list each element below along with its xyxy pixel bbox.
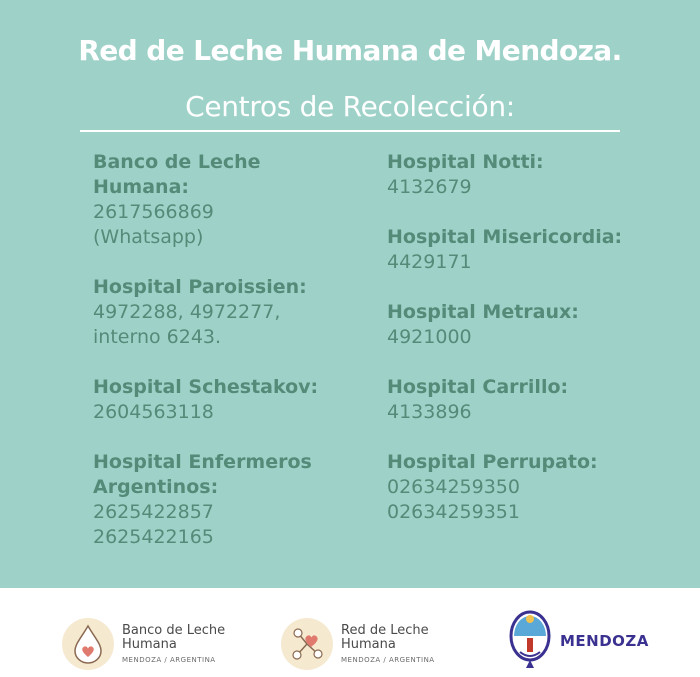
red-leche-logo xyxy=(281,618,435,670)
center-contact: 4133896 xyxy=(387,401,472,423)
logo-location: MENDOZA / ARGENTINA xyxy=(341,656,435,664)
milk-network-heart-icon xyxy=(281,618,333,670)
center-entry xyxy=(93,450,373,550)
left-column xyxy=(93,150,373,550)
banco-leche-logo xyxy=(62,618,225,670)
footer xyxy=(0,588,700,677)
center-contact: 4132679 xyxy=(387,176,472,198)
logo-name: Red de Leche Humana xyxy=(341,623,429,652)
center-name: Hospital Enfermeros Argentinos: xyxy=(93,451,312,498)
logo-location: MENDOZA / ARGENTINA xyxy=(122,656,216,664)
center-entry xyxy=(387,225,677,275)
center-entry xyxy=(387,375,677,425)
center-name: Hospital Paroissien: xyxy=(93,276,307,298)
center-entry xyxy=(93,375,373,425)
right-column xyxy=(387,150,677,525)
center-name: Hospital Schestakov: xyxy=(93,376,319,398)
center-contact: 4972288, 4972277, interno 6243. xyxy=(93,301,281,348)
center-name: Hospital Metraux: xyxy=(387,301,579,323)
divider xyxy=(80,130,620,132)
mendoza-wordmark: MENDOZA xyxy=(560,632,649,650)
center-contact: 02634259350 02634259351 xyxy=(387,476,520,523)
logo-name: Banco de Leche Humana xyxy=(122,623,226,652)
center-name: Hospital Carrillo: xyxy=(387,376,569,398)
center-contact: 2625422857 2625422165 xyxy=(93,501,214,548)
page-subtitle: Centros de Recolección: xyxy=(185,90,515,123)
center-name: Hospital Perrupato: xyxy=(387,451,598,473)
logo-text xyxy=(341,624,435,664)
center-entry xyxy=(93,275,373,350)
center-entry xyxy=(387,300,677,350)
center-name: Banco de Leche Humana: xyxy=(93,151,261,198)
center-contact: 2604563118 xyxy=(93,401,214,423)
center-contact: 2617566869 (Whatsapp) xyxy=(93,201,214,248)
milk-drop-heart-icon xyxy=(62,618,114,670)
center-contact: 4921000 xyxy=(387,326,472,348)
center-entry xyxy=(387,150,677,200)
center-entry xyxy=(387,450,677,525)
mendoza-logo xyxy=(508,608,649,674)
logo-text xyxy=(122,624,225,664)
page-title: Red de Leche Humana de Mendoza. xyxy=(78,34,622,67)
center-entry xyxy=(93,150,373,250)
mendoza-coat-of-arms-icon xyxy=(508,608,552,674)
center-name: Hospital Notti: xyxy=(387,151,544,173)
center-name: Hospital Misericordia: xyxy=(387,226,623,248)
center-contact: 4429171 xyxy=(387,251,472,273)
